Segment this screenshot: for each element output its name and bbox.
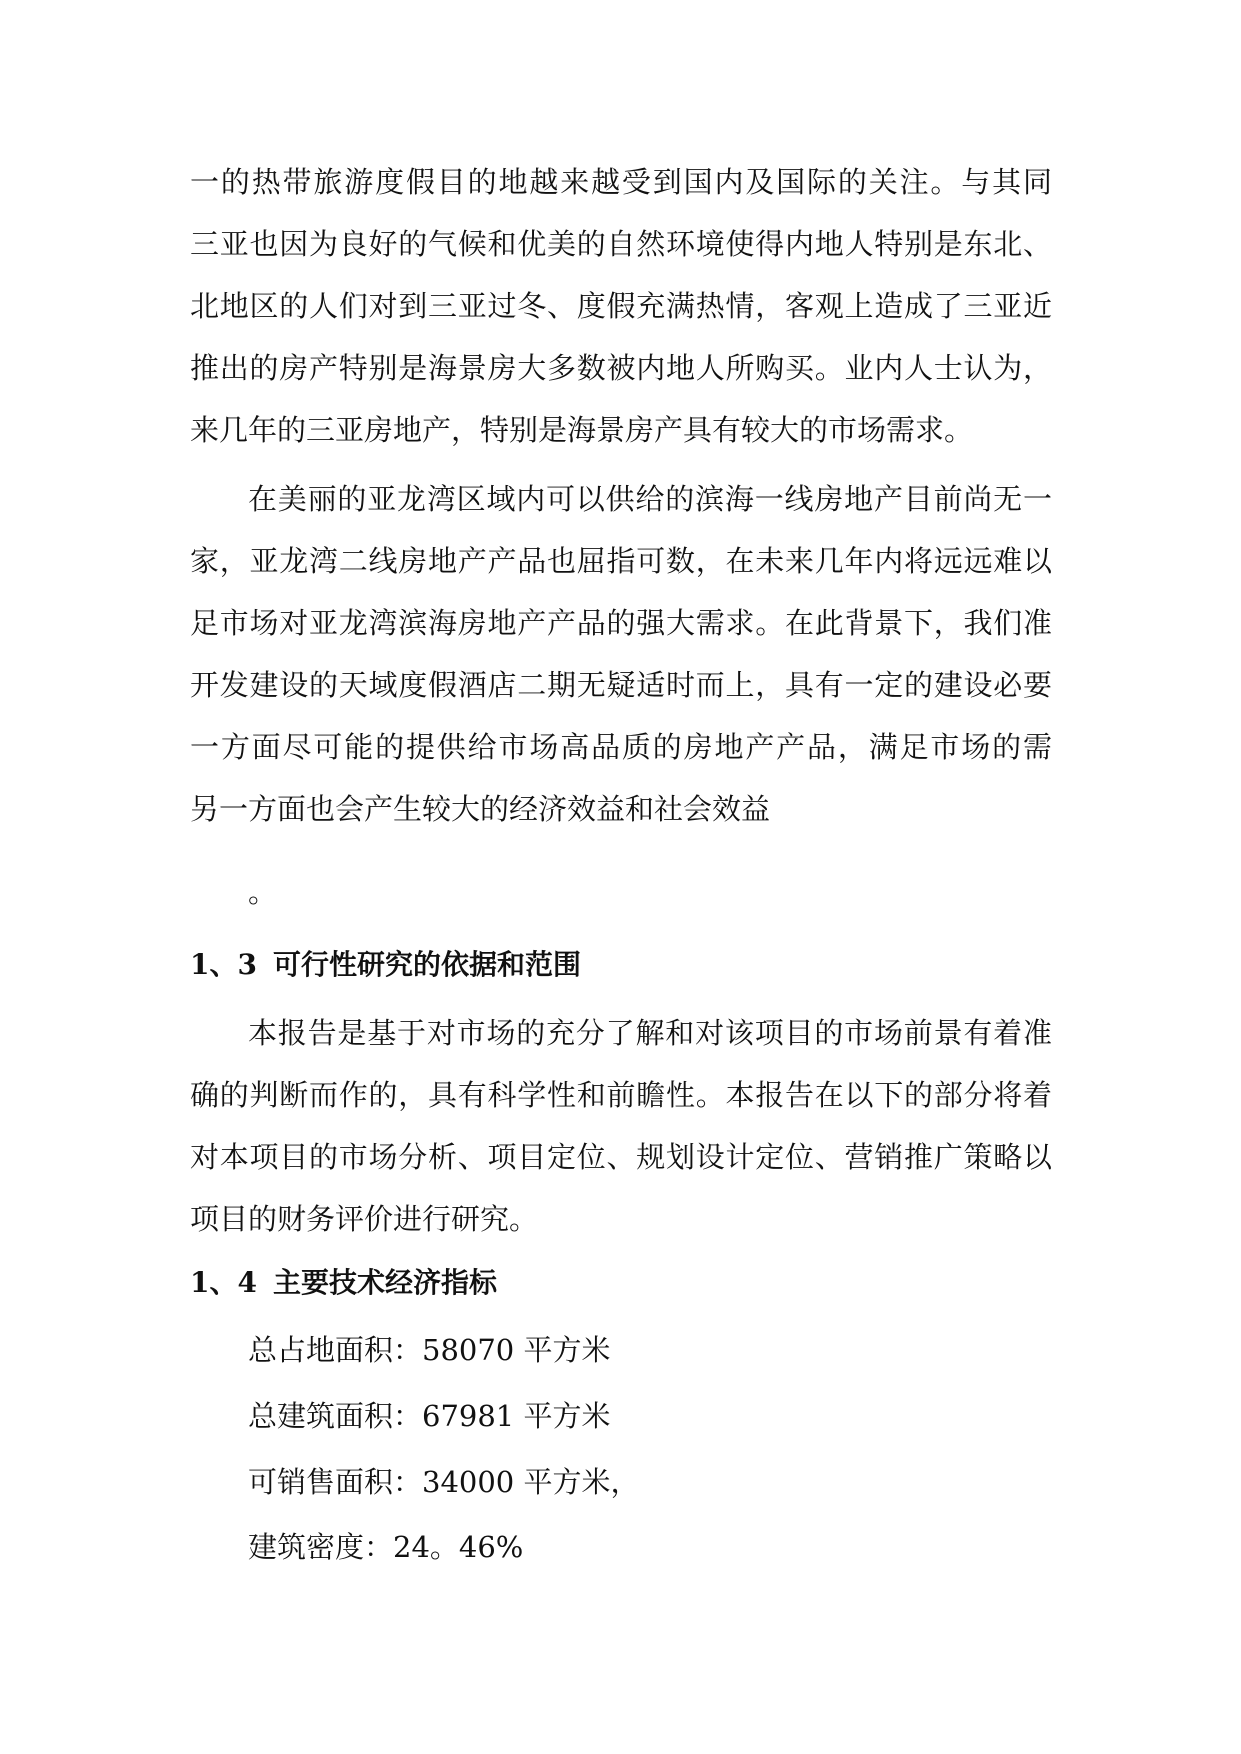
section-number: 1、3 (190, 948, 257, 981)
section-title: 可行性研究的依据和范围 (272, 948, 581, 981)
section-heading (190, 945, 581, 985)
paragraph-line: 对本项目的市场分析、项目定位、规划设计定位、营销推广策略以 (190, 1140, 1052, 1174)
paragraph-line: 来几年的三亚房地产，特别是海景房产具有较大的市场需求。 (190, 413, 974, 447)
paragraph-line: 本报告是基于对市场的充分了解和对该项目的市场前景有着准 (248, 1016, 1052, 1050)
paragraph-line: 确的判断而作的，具有科学性和前瞻性。本报告在以下的部分将着 (190, 1078, 1052, 1112)
section-heading (190, 1263, 497, 1303)
paragraph-line: 在美丽的亚龙湾区域内可以供给的滨海一线房地产目前尚无一 (248, 482, 1052, 516)
paragraph-line: 一的热带旅游度假目的地越来越受到国内及国际的关注。与其同 (190, 165, 1052, 199)
indicator-item: 总占地面积：58070 平方米 (248, 1333, 611, 1367)
indicator-item: 可销售面积：34000 平方米， (248, 1465, 640, 1499)
paragraph-line: 推出的房产特别是海景房大多数被内地人所购买。业内人士认为， (190, 351, 1052, 385)
indicator-item: 总建筑面积：67981 平方米 (248, 1399, 611, 1433)
paragraph-line: 北地区的人们对到三亚过冬、度假充满热情，客观上造成了三亚近 (190, 289, 1052, 323)
paragraph-line: 三亚也因为良好的气候和优美的自然环境使得内地人特别是东北、 (190, 227, 1052, 261)
paragraph-line: 足市场对亚龙湾滨海房地产产品的强大需求。在此背景下，我们准 (190, 606, 1052, 640)
paragraph-tail: 。 (248, 875, 278, 909)
section-title: 主要技术经济指标 (272, 1266, 497, 1299)
paragraph-line: 另一方面也会产生较大的经济效益和社会效益 (190, 792, 771, 826)
indicator-item: 建筑密度：24。46% (248, 1530, 524, 1564)
paragraph-line: 一方面尽可能的提供给市场高品质的房地产产品，满足市场的需 (190, 730, 1052, 764)
paragraph-line: 项目的财务评价进行研究。 (190, 1202, 539, 1236)
paragraph-line: 开发建设的天域度假酒店二期无疑适时而上，具有一定的建设必要 (190, 668, 1052, 702)
paragraph-line: 家，亚龙湾二线房地产产品也屈指可数，在未来几年内将远远难以 (190, 544, 1052, 578)
section-number: 1、4 (190, 1266, 257, 1299)
